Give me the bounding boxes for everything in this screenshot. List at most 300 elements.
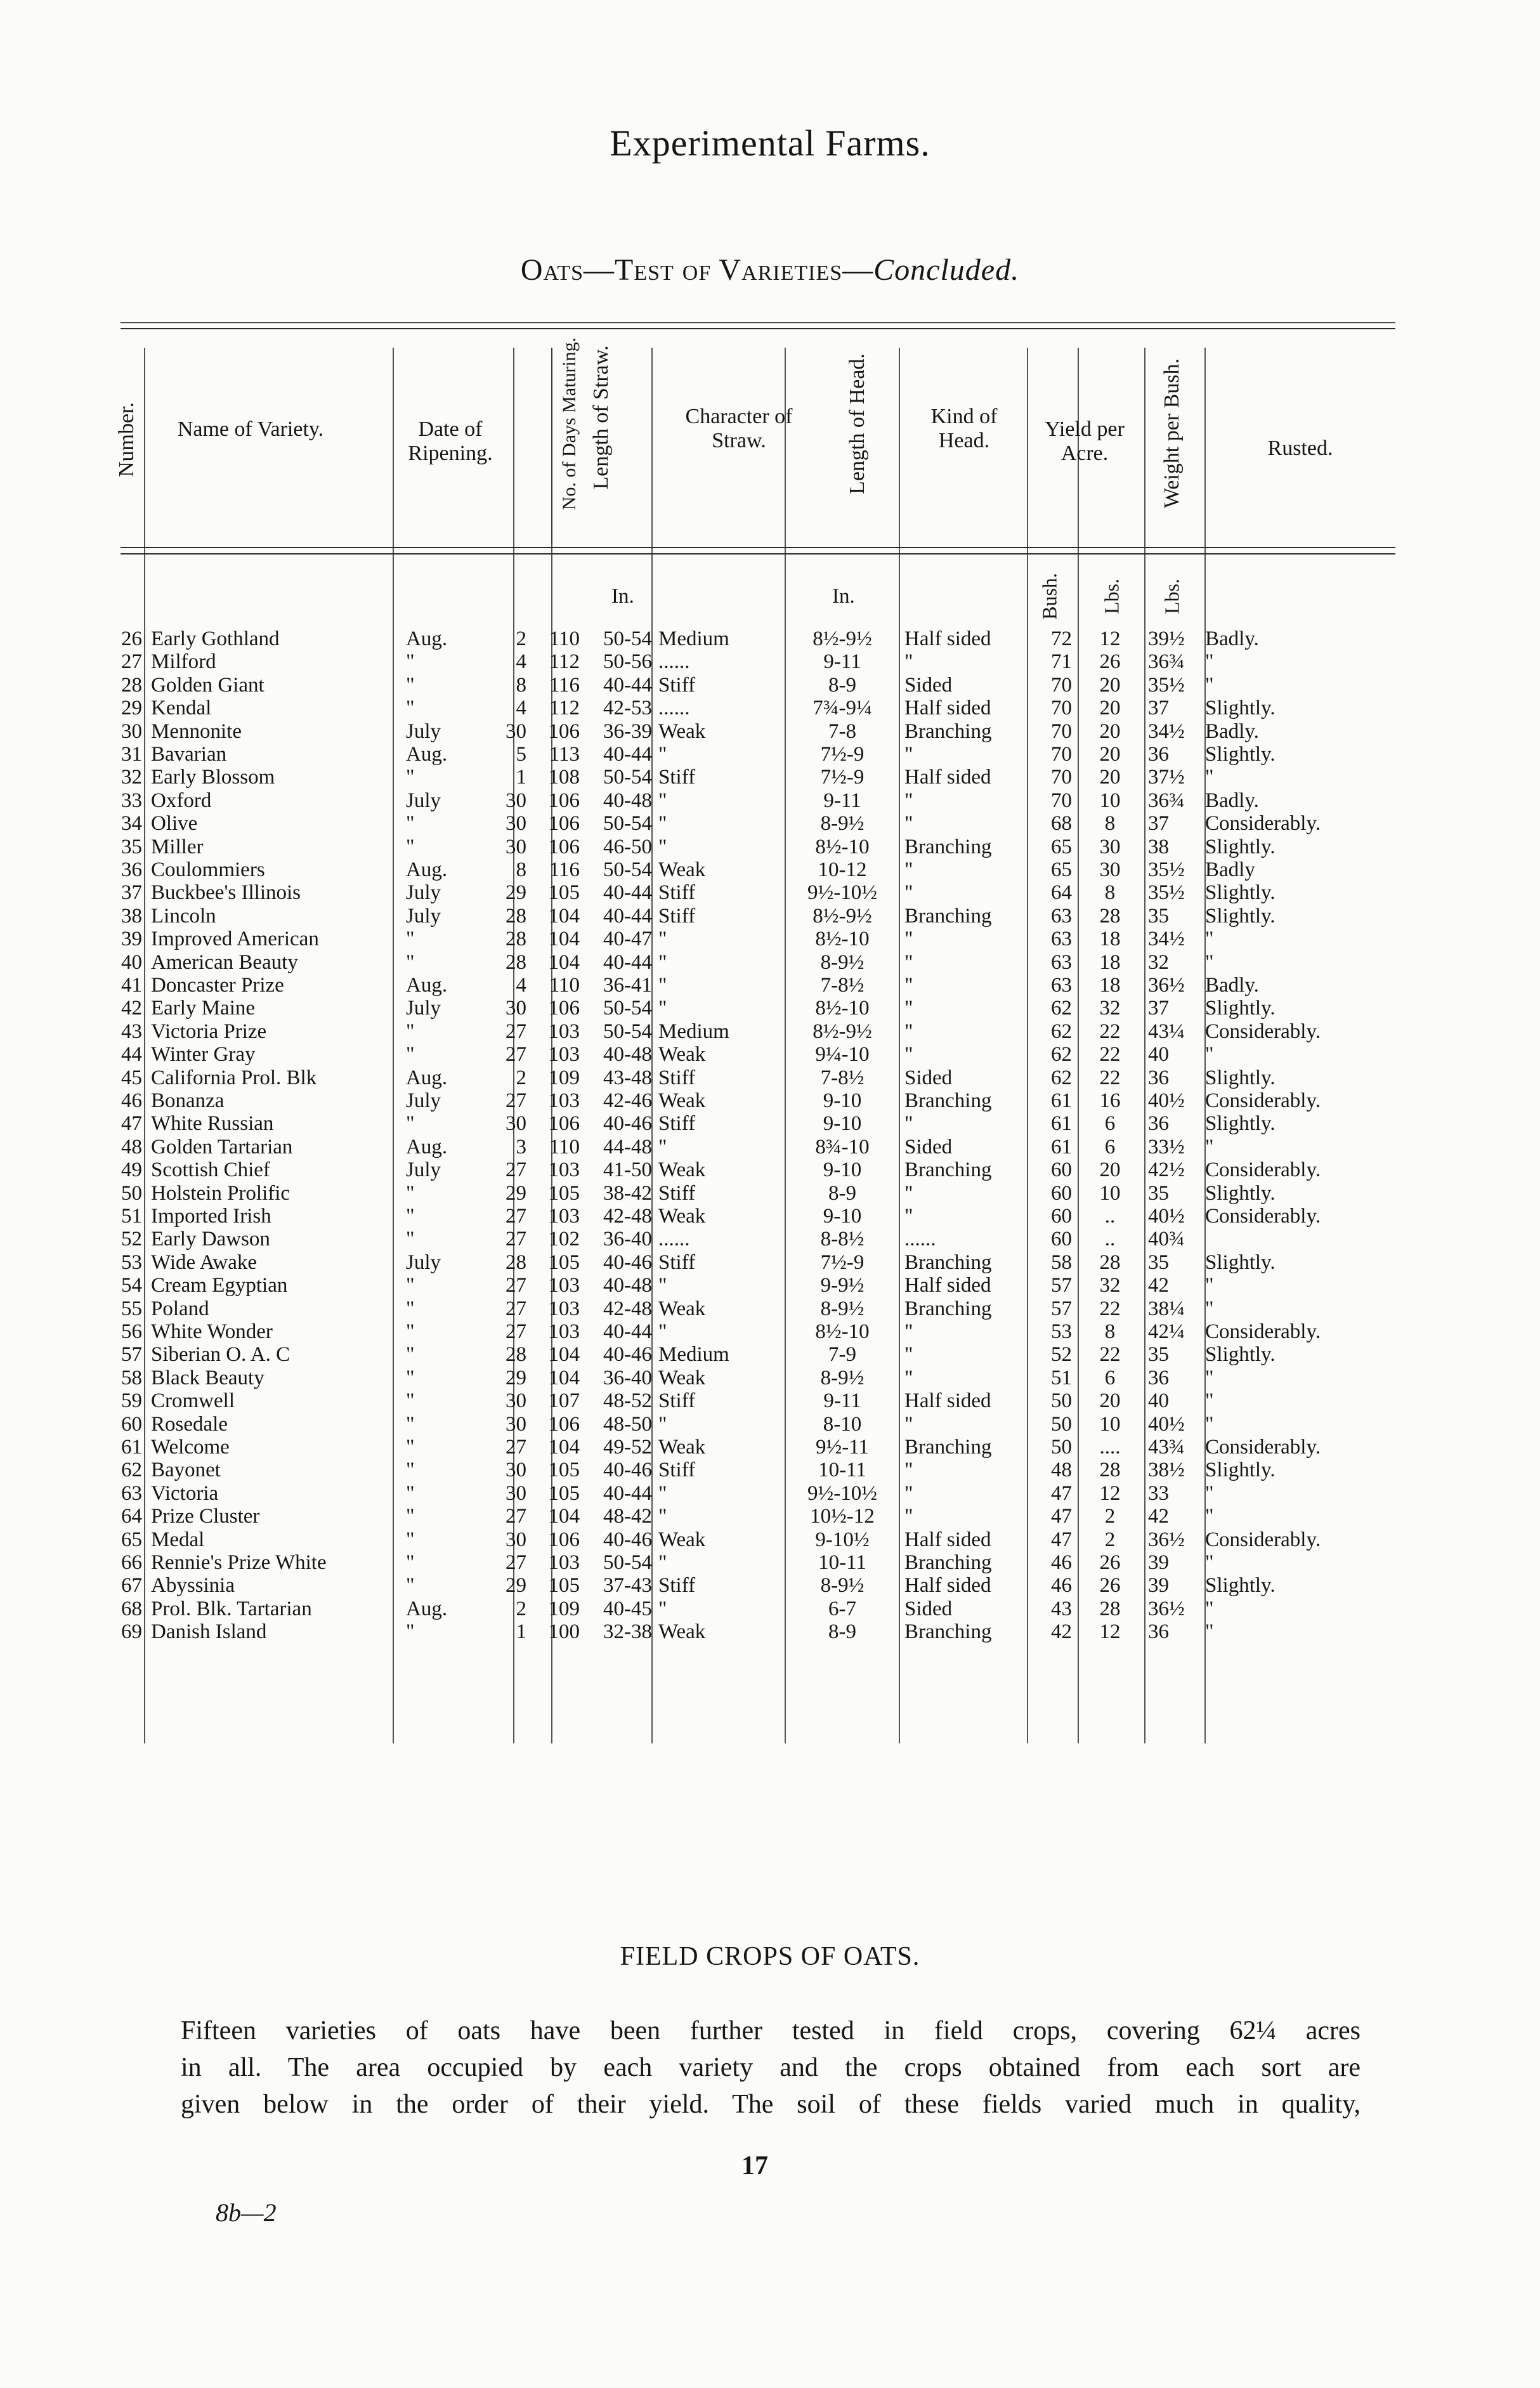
cell-straw: 50-54 — [603, 1551, 652, 1574]
cell-weight: 36½ — [1148, 1528, 1185, 1551]
cell-num: 59 — [121, 1389, 142, 1413]
cell-kind: " — [904, 1343, 913, 1367]
header-length-straw: Length of Straw. — [589, 345, 613, 490]
cell-rusted: Slightly. — [1205, 1181, 1276, 1205]
cell-straw: 40-44 — [603, 673, 652, 697]
cell-lbs: 26 — [1099, 1551, 1121, 1574]
cell-days: 102 — [548, 1228, 580, 1251]
cell-days: 106 — [548, 1112, 580, 1136]
cell-lbs: 12 — [1099, 627, 1121, 650]
cell-month: " — [406, 1459, 415, 1482]
cell-lbs: 8 — [1104, 812, 1116, 836]
cell-rusted: " — [1205, 950, 1214, 974]
cell-num: 44 — [121, 1043, 142, 1066]
cell-head: 8-9 — [828, 673, 856, 697]
cell-bush: 48 — [1051, 1459, 1072, 1482]
cell-name: Medal — [151, 1528, 205, 1551]
cell-num: 43 — [121, 1020, 142, 1043]
cell-day: 3 — [516, 1135, 526, 1158]
cell-bush: 70 — [1051, 766, 1072, 789]
cell-weight: 33½ — [1148, 1135, 1185, 1158]
cell-rusted: " — [1205, 673, 1214, 697]
cell-char: Weak — [658, 858, 706, 881]
cell-name: Black Beauty — [151, 1366, 264, 1389]
cell-char: " — [658, 1320, 667, 1343]
cell-days: 104 — [548, 1366, 580, 1389]
header-weight: Weight per Bush. — [1160, 358, 1184, 509]
cell-days: 103 — [548, 1320, 580, 1343]
cell-days: 105 — [548, 881, 580, 905]
cell-weight: 42 — [1148, 1274, 1169, 1297]
cell-head: 9-11 — [823, 650, 861, 674]
cell-head: 10-12 — [818, 858, 867, 881]
cell-bush: 46 — [1051, 1574, 1072, 1597]
cell-days: 116 — [549, 673, 580, 697]
cell-straw: 48-52 — [603, 1389, 652, 1413]
cell-day: 27 — [506, 1158, 526, 1182]
cell-head: 8½-9½ — [812, 1020, 872, 1043]
cell-weight: 35 — [1148, 1343, 1169, 1367]
cell-day: 29 — [506, 1181, 526, 1205]
cell-straw: 40-44 — [603, 1481, 652, 1505]
cell-days: 110 — [549, 974, 580, 997]
cell-lbs: 2 — [1104, 1505, 1116, 1528]
cell-month: July — [406, 1158, 441, 1182]
cell-straw: 36-40 — [603, 1228, 652, 1251]
cell-bush: 61 — [1051, 1135, 1072, 1158]
cell-day: 30 — [506, 1112, 526, 1136]
cell-weight: 42 — [1148, 1505, 1169, 1528]
cell-rusted: Slightly. — [1205, 1066, 1276, 1089]
cell-num: 57 — [121, 1343, 142, 1367]
cell-head: 8-9½ — [820, 1297, 865, 1320]
cell-num: 48 — [121, 1135, 142, 1158]
cell-bush: 70 — [1051, 673, 1072, 697]
cell-head: 8¾-10 — [815, 1135, 870, 1158]
cell-weight: 38 — [1148, 835, 1169, 858]
cell-bush: 70 — [1051, 789, 1072, 812]
cell-bush: 61 — [1051, 1112, 1072, 1136]
cell-weight: 42¼ — [1148, 1320, 1185, 1343]
cell-char: Weak — [658, 1366, 706, 1389]
cell-days: 103 — [548, 1089, 580, 1112]
cell-rusted: " — [1205, 1389, 1214, 1413]
unit-straw: In. — [611, 585, 634, 608]
cell-num: 60 — [121, 1412, 142, 1436]
cell-days: 105 — [548, 1250, 580, 1274]
cell-bush: 63 — [1051, 950, 1072, 974]
cell-day: 29 — [506, 1574, 526, 1597]
cell-weight: 38¼ — [1148, 1297, 1185, 1320]
cell-num: 28 — [121, 673, 142, 697]
cell-head: 9-11 — [823, 1389, 861, 1413]
cell-char: ...... — [658, 650, 690, 674]
paragraph-line: in all. The area occupied by each variety and the crops obtained from each sort are — [181, 2053, 1361, 2082]
cell-lbs: 10 — [1099, 789, 1121, 812]
table-title-main: Oats—Test of Varieties— — [520, 253, 874, 287]
cell-days: 106 — [548, 812, 580, 836]
cell-char: Stiff — [658, 1066, 696, 1089]
cell-head: 10-11 — [818, 1551, 866, 1574]
cell-kind: " — [904, 858, 913, 881]
cell-lbs: 20 — [1099, 743, 1121, 766]
cell-month: " — [406, 1228, 415, 1251]
cell-bush: 62 — [1051, 1020, 1072, 1043]
cell-char: Weak — [658, 1089, 706, 1112]
cell-char: Weak — [658, 1297, 706, 1320]
cell-month: " — [406, 1205, 415, 1228]
cell-lbs: 20 — [1099, 673, 1121, 697]
cell-char: Stiff — [658, 766, 696, 789]
cell-month: " — [406, 1481, 415, 1505]
cell-name: Welcome — [151, 1436, 230, 1459]
cell-kind: Branching — [904, 719, 992, 743]
cell-straw: 50-54 — [603, 1020, 652, 1043]
cell-weight: 37 — [1148, 812, 1169, 836]
cell-straw: 40-45 — [603, 1597, 652, 1620]
cell-char: " — [658, 928, 667, 951]
cell-days: 103 — [548, 1551, 580, 1574]
cell-head: 9½-10½ — [807, 881, 877, 905]
cell-kind: " — [904, 1181, 913, 1205]
cell-days: 112 — [549, 650, 580, 674]
cell-char: Medium — [658, 627, 729, 650]
cell-day: 27 — [506, 1274, 526, 1297]
cell-day: 29 — [506, 881, 526, 905]
cell-straw: 50-54 — [603, 997, 652, 1020]
cell-weight: 35½ — [1148, 673, 1185, 697]
cell-month: " — [406, 835, 415, 858]
cell-month: Aug. — [406, 974, 448, 997]
cell-bush: 57 — [1051, 1274, 1072, 1297]
cell-head: 9-10½ — [815, 1528, 870, 1551]
cell-num: 66 — [121, 1551, 142, 1574]
cell-name: Early Maine — [151, 997, 256, 1020]
cell-bush: 47 — [1051, 1481, 1072, 1505]
cell-char: Stiff — [658, 1250, 696, 1274]
cell-head: 7½-9 — [820, 743, 865, 766]
cell-name: Kendal — [151, 697, 212, 720]
cell-rusted: Slightly. — [1205, 697, 1276, 720]
cell-rusted: " — [1205, 1551, 1214, 1574]
cell-day: 27 — [506, 1020, 526, 1043]
cell-weight: 40½ — [1148, 1089, 1185, 1112]
cell-month: July — [406, 904, 441, 928]
cell-char: " — [658, 1274, 667, 1297]
cell-lbs: 20 — [1099, 1389, 1121, 1413]
cell-bush: 62 — [1051, 1043, 1072, 1066]
cell-name: Wide Awake — [151, 1250, 257, 1274]
cell-head: 8-9 — [828, 1620, 856, 1644]
cell-weight: 40 — [1148, 1389, 1169, 1413]
cell-days: 103 — [548, 1158, 580, 1182]
cell-char: Weak — [658, 1158, 706, 1182]
cell-num: 33 — [121, 789, 142, 812]
cell-straw: 41-50 — [603, 1158, 652, 1182]
cell-straw: 36-39 — [603, 719, 652, 743]
cell-kind: " — [904, 928, 913, 951]
cell-day: 4 — [516, 650, 526, 674]
cell-day: 4 — [516, 697, 526, 720]
cell-kind: " — [904, 1043, 913, 1066]
cell-head: 8½-10 — [815, 1320, 870, 1343]
header-yield: Yield per Acre. — [1045, 417, 1125, 465]
cell-lbs: 28 — [1099, 1459, 1121, 1482]
cell-name: Abyssinia — [151, 1574, 235, 1597]
cell-char: Weak — [658, 1043, 706, 1066]
cell-kind: Half sided — [904, 1389, 991, 1413]
cell-kind: " — [904, 1505, 913, 1528]
table-title-concluded: Concluded. — [873, 253, 1020, 287]
cell-rusted: Badly — [1205, 858, 1255, 881]
cell-char: ...... — [658, 697, 690, 720]
cell-char: Medium — [658, 1343, 729, 1367]
cell-name: White Russian — [151, 1112, 274, 1136]
cell-head: 7½-9 — [820, 1250, 865, 1274]
cell-head: 8-9 — [828, 1181, 856, 1205]
cell-char: " — [658, 1481, 667, 1505]
cell-weight: 36 — [1148, 1066, 1169, 1089]
cell-weight: 36½ — [1148, 1597, 1185, 1620]
cell-day: 30 — [506, 1459, 526, 1482]
cell-num: 26 — [121, 627, 142, 650]
cell-num: 35 — [121, 835, 142, 858]
cell-name: Milford — [151, 650, 216, 674]
cell-head: 9-11 — [823, 789, 861, 812]
cell-straw: 37-43 — [603, 1574, 652, 1597]
cell-weight: 39 — [1148, 1551, 1169, 1574]
cell-head: 9-9½ — [820, 1274, 865, 1297]
cell-head: 8½-9½ — [812, 904, 872, 928]
cell-head: 8-9½ — [820, 950, 865, 974]
cell-char: " — [658, 997, 667, 1020]
cell-kind: Branching — [904, 1250, 992, 1274]
cell-bush: 57 — [1051, 1297, 1072, 1320]
cell-kind: " — [904, 974, 913, 997]
cell-days: 104 — [548, 928, 580, 951]
cell-day: 4 — [516, 974, 526, 997]
cell-month: " — [406, 1181, 415, 1205]
cell-straw: 48-42 — [603, 1505, 652, 1528]
cell-bush: 60 — [1051, 1158, 1072, 1182]
cell-name: American Beauty — [151, 950, 298, 974]
cell-weight: 34½ — [1148, 719, 1185, 743]
header-character: Character of Straw. — [685, 405, 793, 452]
cell-kind: Sided — [904, 1597, 953, 1620]
cell-straw: 40-44 — [603, 950, 652, 974]
cell-rusted: " — [1205, 1274, 1214, 1297]
cell-days: 113 — [549, 743, 580, 766]
cell-days: 103 — [548, 1205, 580, 1228]
cell-num: 46 — [121, 1089, 142, 1112]
cell-straw: 43-48 — [603, 1066, 652, 1089]
cell-rusted: Slightly. — [1205, 881, 1276, 905]
header-name: Name of Variety. — [177, 417, 324, 441]
cell-name: Oxford — [151, 789, 212, 812]
unit-weight-lbs: Lbs. — [1160, 579, 1184, 614]
cell-straw: 40-46 — [603, 1343, 652, 1367]
cell-straw: 40-48 — [603, 1274, 652, 1297]
cell-char: Stiff — [658, 673, 696, 697]
cell-char: " — [658, 743, 667, 766]
cell-days: 100 — [548, 1620, 580, 1644]
cell-kind: " — [904, 789, 913, 812]
cell-name: Mennonite — [151, 719, 242, 743]
cell-day: 30 — [506, 1412, 526, 1436]
cell-head: 10½-12 — [810, 1505, 875, 1528]
cell-rusted: Badly. — [1205, 719, 1259, 743]
cell-straw: 42-46 — [603, 1089, 652, 1112]
cell-num: 49 — [121, 1158, 142, 1182]
cell-num: 36 — [121, 858, 142, 881]
cell-name: Miller — [151, 835, 204, 858]
cell-bush: 50 — [1051, 1389, 1072, 1413]
cell-bush: 47 — [1051, 1528, 1072, 1551]
cell-weight: 33 — [1148, 1481, 1169, 1505]
cell-days: 112 — [549, 697, 580, 720]
cell-head: 7-8½ — [820, 974, 865, 997]
cell-straw: 40-44 — [603, 1320, 652, 1343]
cell-name: Doncaster Prize — [151, 974, 284, 997]
cell-weight: 36¾ — [1148, 789, 1185, 812]
cell-weight: 37 — [1148, 697, 1169, 720]
cell-name: Early Dawson — [151, 1228, 270, 1251]
cell-bush: 42 — [1051, 1620, 1072, 1644]
cell-day: 2 — [516, 627, 526, 650]
cell-lbs: 6 — [1104, 1135, 1116, 1158]
cell-straw: 42-48 — [603, 1205, 652, 1228]
cell-weight: 39 — [1148, 1574, 1169, 1597]
cell-name: Rosedale — [151, 1412, 228, 1436]
cell-bush: 43 — [1051, 1597, 1072, 1620]
cell-char: " — [658, 812, 667, 836]
cell-straw: 40-46 — [603, 1459, 652, 1482]
cell-month: " — [406, 1528, 415, 1551]
cell-kind: " — [904, 812, 913, 836]
cell-head: 9½-10½ — [807, 1481, 877, 1505]
cell-kind: Branching — [904, 1297, 992, 1320]
cell-lbs: 8 — [1104, 881, 1116, 905]
varieties-table — [108, 322, 1395, 1764]
cell-num: 40 — [121, 950, 142, 974]
cell-rusted: " — [1205, 1366, 1214, 1389]
cell-lbs: 20 — [1099, 766, 1121, 789]
cell-bush: 52 — [1051, 1343, 1072, 1367]
cell-rusted: " — [1205, 1412, 1214, 1436]
cell-straw: 40-44 — [603, 743, 652, 766]
cell-name: Victoria Prize — [151, 1020, 267, 1043]
cell-day: 29 — [506, 1366, 526, 1389]
unit-bush: Bush. — [1038, 573, 1061, 620]
cell-straw: 50-56 — [603, 650, 652, 674]
cell-kind: Branching — [904, 1158, 992, 1182]
cell-kind: " — [904, 1020, 913, 1043]
running-head: Experimental Farms. — [610, 122, 930, 164]
cell-kind: Half sided — [904, 1274, 991, 1297]
cell-rusted: " — [1205, 1135, 1214, 1158]
cell-bush: 61 — [1051, 1089, 1072, 1112]
cell-num: 47 — [121, 1112, 142, 1136]
cell-days: 104 — [548, 950, 580, 974]
cell-kind: Branching — [904, 1620, 992, 1644]
cell-kind: " — [904, 1459, 913, 1482]
cell-days: 110 — [549, 1135, 580, 1158]
cell-straw: 40-46 — [603, 1112, 652, 1136]
cell-straw: 40-46 — [603, 1250, 652, 1274]
cell-lbs: 18 — [1099, 928, 1121, 951]
cell-straw: 40-44 — [603, 904, 652, 928]
cell-num: 51 — [121, 1205, 142, 1228]
cell-num: 63 — [121, 1481, 142, 1505]
cell-num: 56 — [121, 1320, 142, 1343]
cell-days: 106 — [548, 835, 580, 858]
cell-weight: 35½ — [1148, 881, 1185, 905]
cell-rusted: Slightly. — [1205, 1574, 1276, 1597]
cell-num: 29 — [121, 697, 142, 720]
cell-kind: ...... — [904, 1228, 936, 1251]
cell-head: 7-8 — [828, 719, 856, 743]
cell-head: 8-10 — [823, 1412, 862, 1436]
cell-lbs: 30 — [1099, 858, 1121, 881]
cell-straw: 42-48 — [603, 1297, 652, 1320]
cell-rusted: " — [1205, 1505, 1214, 1528]
cell-month: Aug. — [406, 1597, 448, 1620]
cell-weight: 35 — [1148, 1250, 1169, 1274]
cell-weight: 40 — [1148, 1043, 1169, 1066]
cell-days: 105 — [548, 1459, 580, 1482]
cell-char: Stiff — [658, 904, 696, 928]
cell-kind: " — [904, 1412, 913, 1436]
cell-char: " — [658, 1412, 667, 1436]
cell-straw: 36-40 — [603, 1366, 652, 1389]
cell-days: 105 — [548, 1481, 580, 1505]
cell-kind: " — [904, 1112, 913, 1136]
cell-head: 7-8½ — [820, 1066, 865, 1089]
cell-lbs: 22 — [1099, 1043, 1121, 1066]
cell-weight: 34½ — [1148, 928, 1185, 951]
cell-lbs: .... — [1099, 1436, 1121, 1459]
cell-rusted: Badly. — [1205, 974, 1259, 997]
cell-day: 27 — [506, 1505, 526, 1528]
cell-kind: Sided — [904, 673, 953, 697]
cell-days: 106 — [548, 1412, 580, 1436]
cell-rusted: Slightly. — [1205, 1343, 1276, 1367]
cell-straw: 50-54 — [603, 766, 652, 789]
cell-char: Weak — [658, 1205, 706, 1228]
cell-bush: 72 — [1051, 627, 1072, 650]
cell-days: 103 — [548, 1297, 580, 1320]
cell-char: " — [658, 974, 667, 997]
cell-month: " — [406, 1620, 415, 1644]
cell-head: 6-7 — [828, 1597, 856, 1620]
table-title — [0, 253, 1540, 287]
cell-days: 104 — [548, 1505, 580, 1528]
cell-straw: 40-46 — [603, 1528, 652, 1551]
cell-month: " — [406, 650, 415, 674]
cell-weight: 35 — [1148, 904, 1169, 928]
cell-month: " — [406, 673, 415, 697]
cell-weight: 36¾ — [1148, 650, 1185, 674]
cell-kind: " — [904, 1366, 913, 1389]
cell-straw: 50-54 — [603, 812, 652, 836]
header-length-head: Length of Head. — [845, 353, 869, 494]
cell-days: 103 — [548, 1274, 580, 1297]
cell-num: 31 — [121, 743, 142, 766]
cell-num: 68 — [121, 1597, 142, 1620]
cell-name: Early Blossom — [151, 766, 275, 789]
cell-straw: 46-50 — [603, 835, 652, 858]
cell-char: " — [658, 1551, 667, 1574]
